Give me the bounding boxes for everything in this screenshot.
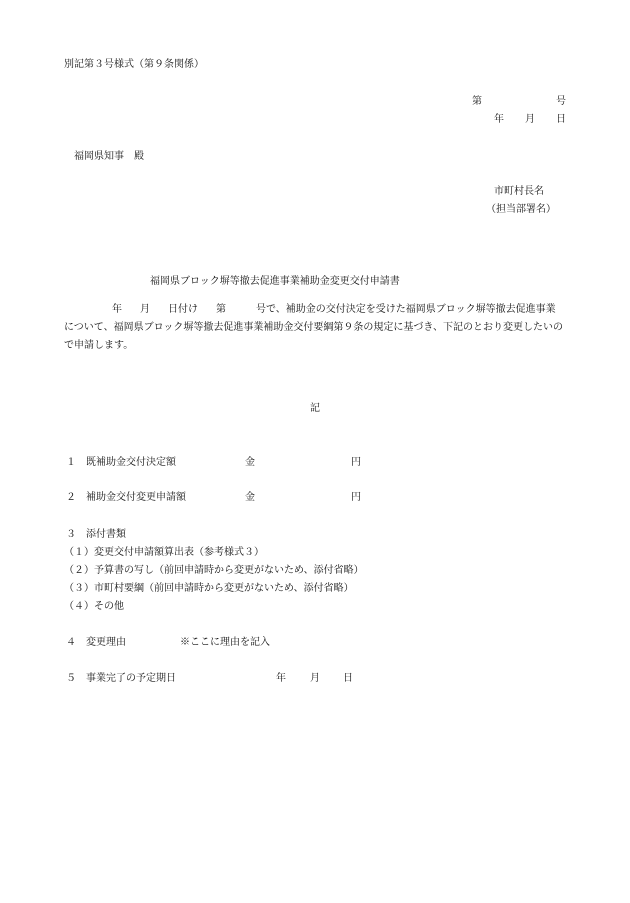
date-month: 月 xyxy=(525,114,535,125)
item3-num: ３ xyxy=(66,529,76,540)
addressee: 福岡県知事 殿 xyxy=(74,151,144,162)
item1-num: １ xyxy=(66,457,76,468)
item1-kin: 金 xyxy=(245,457,255,468)
item3-sub2: （２）予算書の写し（前回申請時から変更がないため、添付省略） xyxy=(64,565,364,576)
item3-sub4: （４）その他 xyxy=(64,601,124,612)
body-month: 月 xyxy=(140,304,150,315)
item4-num: ４ xyxy=(66,637,76,648)
item5-num: ５ xyxy=(66,673,76,684)
item5-month: 月 xyxy=(310,673,320,684)
doc-number-go: 号 xyxy=(556,96,566,107)
item2-label: 補助金交付変更申請額 xyxy=(86,492,186,503)
form-id: 別記第３号様式（第９条関係） xyxy=(64,59,204,70)
item4-label: 変更理由 xyxy=(86,637,126,648)
date-day: 日 xyxy=(556,114,566,125)
item4-note: ※ここに理由を記入 xyxy=(180,637,270,648)
item1-label: 既補助金交付決定額 xyxy=(86,457,176,468)
item2-kin: 金 xyxy=(245,492,255,503)
body-text: 号で、補助金の交付決定を受けた福岡県ブロック塀等撤去促進事業について、福岡県ブロック塀等撤去促進事業補助金交付要綱第９条の規定に基づき、下記のとおり変更したいので申請します。 xyxy=(64,304,563,351)
date-year: 年 xyxy=(494,114,504,125)
item3-sub3: （３）市町村要綱（前回申請時から変更がないため、添付省略） xyxy=(64,583,354,594)
doc-number-dai: 第 xyxy=(472,96,482,107)
item5-year: 年 xyxy=(276,673,286,684)
item5-day: 日 xyxy=(343,673,353,684)
sender-name: 市町村長名 xyxy=(494,186,544,197)
body-dai: 第 xyxy=(216,304,226,315)
item5-label: 事業完了の予定期日 xyxy=(86,673,176,684)
item3-label: 添付書類 xyxy=(86,529,126,540)
body-day: 日付け xyxy=(168,304,198,315)
document-title: 福岡県ブロック塀等撤去促進事業補助金変更交付申請書 xyxy=(150,276,400,287)
item3-sub1: （１）変更交付申請額算出表（参考様式３） xyxy=(64,547,264,558)
body-year: 年 xyxy=(112,304,122,315)
sender-department: （担当部署名） xyxy=(486,204,556,215)
ki-heading: 記 xyxy=(310,403,320,414)
item2-yen: 円 xyxy=(351,492,361,503)
body-paragraph xyxy=(64,301,564,355)
item1-yen: 円 xyxy=(351,457,361,468)
item2-num: ２ xyxy=(66,492,76,503)
